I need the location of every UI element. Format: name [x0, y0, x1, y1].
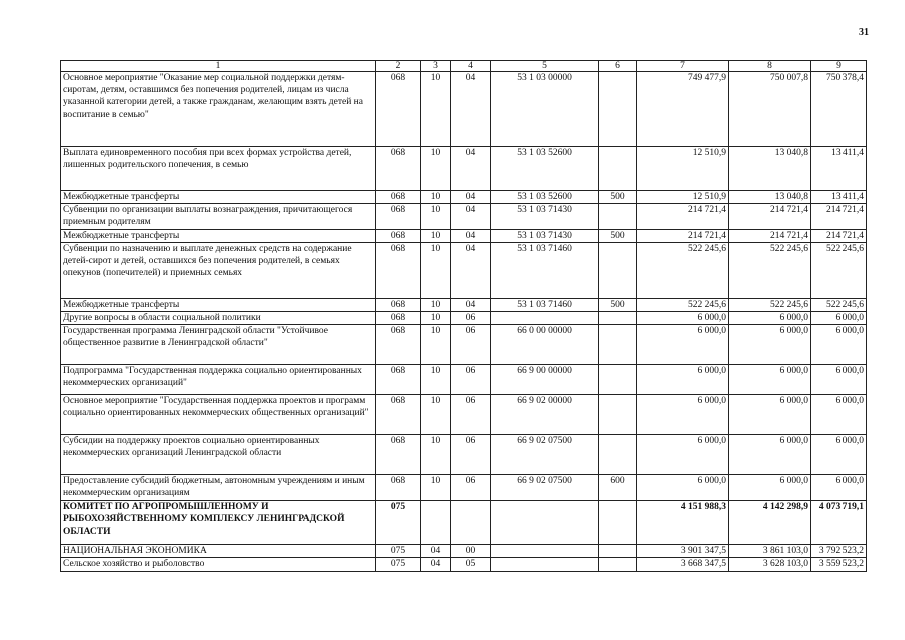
row-name-cell: Межбюджетные трансферты [61, 191, 376, 204]
table-row [61, 395, 867, 435]
table-row [61, 545, 867, 558]
subsection-cell: 05 [451, 558, 491, 571]
amount-year3-cell: 6 000,0 [811, 395, 867, 435]
amount-year2-cell: 522 245,6 [729, 242, 811, 298]
amount-year1-cell: 214 721,4 [637, 204, 729, 229]
row-name-cell: Основное мероприятие "Оказание мер социальной поддержки детям-сиротам, детям, оставшимся без попечения родителей, лицам из числа указанной категории детей, а также гражданам, желающим взять детей на воспитание в семью" [61, 72, 376, 147]
amount-year3-cell: 3 792 523,2 [811, 545, 867, 558]
amount-year3-cell: 522 245,6 [811, 298, 867, 311]
amount-year2-cell: 3 861 103,0 [729, 545, 811, 558]
table-row [61, 72, 867, 147]
section-cell: 10 [421, 365, 451, 395]
subsection-cell: 06 [451, 325, 491, 365]
table-row [61, 298, 867, 311]
expense-type-cell: 600 [599, 475, 637, 501]
admin-code-cell: 068 [376, 191, 421, 204]
amount-year3-cell: 4 073 719,1 [811, 501, 867, 545]
amount-year1-cell: 6 000,0 [637, 312, 729, 325]
row-name-cell: Субвенции по назначению и выплате денежных средств на содержание детей-сирот и детей, оставшихся без попечения родителей, в семьях опекунов (попечителей) и приемных семьях [61, 242, 376, 298]
amount-year1-cell: 6 000,0 [637, 435, 729, 475]
amount-year1-cell: 12 510,9 [637, 191, 729, 204]
amount-year1-cell: 3 901 347,5 [637, 545, 729, 558]
admin-code-cell: 068 [376, 204, 421, 229]
table-row [61, 435, 867, 475]
target-article-cell: 53 1 03 71460 [491, 298, 599, 311]
subsection-cell: 06 [451, 435, 491, 475]
subsection-cell: 06 [451, 312, 491, 325]
row-name-cell: КОМИТЕТ ПО АГРОПРОМЫШЛЕННОМУ И РЫБОХОЗЯЙСТВЕННОМУ КОМПЛЕКСУ ЛЕНИНГРАДСКОЙ ОБЛАСТИ [61, 501, 376, 545]
subsection-cell: 04 [451, 298, 491, 311]
amount-year3-cell: 13 411,4 [811, 191, 867, 204]
amount-year3-cell: 6 000,0 [811, 475, 867, 501]
amount-year2-cell: 6 000,0 [729, 325, 811, 365]
target-article-cell: 66 9 02 00000 [491, 395, 599, 435]
amount-year3-cell: 750 378,4 [811, 72, 867, 147]
target-article-cell: 66 9 02 07500 [491, 435, 599, 475]
row-name-cell: Другие вопросы в области социальной политики [61, 312, 376, 325]
admin-code-cell: 075 [376, 558, 421, 571]
subsection-cell: 04 [451, 204, 491, 229]
table-row [61, 147, 867, 191]
table-row [61, 229, 867, 242]
expense-type-cell: 500 [599, 229, 637, 242]
admin-code-cell: 068 [376, 229, 421, 242]
subsection-cell: 06 [451, 395, 491, 435]
target-article-cell: 53 1 03 71430 [491, 204, 599, 229]
section-cell: 10 [421, 325, 451, 365]
expense-type-cell [599, 545, 637, 558]
target-article-cell: 53 1 03 00000 [491, 72, 599, 147]
admin-code-cell: 068 [376, 72, 421, 147]
section-cell: 10 [421, 298, 451, 311]
amount-year3-cell: 6 000,0 [811, 325, 867, 365]
section-cell: 10 [421, 395, 451, 435]
target-article-cell [491, 545, 599, 558]
table-row [61, 242, 867, 298]
amount-year1-cell: 214 721,4 [637, 229, 729, 242]
amount-year3-cell: 6 000,0 [811, 312, 867, 325]
subsection-cell: 04 [451, 191, 491, 204]
section-cell: 04 [421, 558, 451, 571]
admin-code-cell: 075 [376, 501, 421, 545]
amount-year2-cell: 6 000,0 [729, 475, 811, 501]
amount-year2-cell: 13 040,8 [729, 191, 811, 204]
subsection-cell: 06 [451, 475, 491, 501]
admin-code-cell: 075 [376, 545, 421, 558]
admin-code-cell: 068 [376, 147, 421, 191]
table-row [61, 325, 867, 365]
table-row [61, 558, 867, 571]
admin-code-cell: 068 [376, 312, 421, 325]
amount-year1-cell: 6 000,0 [637, 395, 729, 435]
section-cell: 10 [421, 312, 451, 325]
subsection-cell: 04 [451, 229, 491, 242]
subsection-cell [451, 501, 491, 545]
section-cell: 04 [421, 545, 451, 558]
amount-year1-cell: 6 000,0 [637, 325, 729, 365]
amount-year3-cell: 214 721,4 [811, 204, 867, 229]
amount-year2-cell: 522 245,6 [729, 298, 811, 311]
amount-year3-cell: 3 559 523,2 [811, 558, 867, 571]
row-name-cell: Государственная программа Ленинградской области "Устойчивое общественное развитие в Ленинградской области" [61, 325, 376, 365]
table-row [61, 501, 867, 545]
expense-type-cell [599, 501, 637, 545]
subsection-cell: 04 [451, 242, 491, 298]
target-article-cell: 66 9 02 07500 [491, 475, 599, 501]
target-article-cell [491, 312, 599, 325]
admin-code-cell: 068 [376, 435, 421, 475]
expense-type-cell [599, 72, 637, 147]
table-row [61, 191, 867, 204]
table-row [61, 365, 867, 395]
budget-table [60, 60, 867, 572]
amount-year3-cell: 214 721,4 [811, 229, 867, 242]
column-header: 4 [451, 61, 491, 72]
row-name-cell: Предоставление субсидий бюджетным, автономным учреждениям и иным некоммерческим организациям [61, 475, 376, 501]
expense-type-cell: 500 [599, 298, 637, 311]
column-header: 6 [599, 61, 637, 72]
row-name-cell: Основное мероприятие "Государственная поддержка проектов и программ социально ориентированных некоммерческих общественных организаций" [61, 395, 376, 435]
table-row [61, 312, 867, 325]
table-row [61, 475, 867, 501]
amount-year3-cell: 6 000,0 [811, 365, 867, 395]
section-cell: 10 [421, 229, 451, 242]
expense-type-cell [599, 204, 637, 229]
subsection-cell: 04 [451, 72, 491, 147]
target-article-cell: 66 0 00 00000 [491, 325, 599, 365]
amount-year2-cell: 214 721,4 [729, 204, 811, 229]
admin-code-cell: 068 [376, 475, 421, 501]
target-article-cell: 53 1 03 52600 [491, 191, 599, 204]
expense-type-cell: 500 [599, 191, 637, 204]
amount-year1-cell: 4 151 988,3 [637, 501, 729, 545]
amount-year3-cell: 6 000,0 [811, 435, 867, 475]
expense-type-cell [599, 312, 637, 325]
page-number: 31 [859, 27, 869, 38]
expense-type-cell [599, 435, 637, 475]
amount-year2-cell: 214 721,4 [729, 229, 811, 242]
column-header: 7 [637, 61, 729, 72]
amount-year2-cell: 6 000,0 [729, 395, 811, 435]
amount-year3-cell: 522 245,6 [811, 242, 867, 298]
column-header: 3 [421, 61, 451, 72]
subsection-cell: 06 [451, 365, 491, 395]
table-header-row [61, 61, 867, 72]
admin-code-cell: 068 [376, 325, 421, 365]
admin-code-cell: 068 [376, 395, 421, 435]
amount-year2-cell: 4 142 298,9 [729, 501, 811, 545]
subsection-cell: 00 [451, 545, 491, 558]
column-header: 2 [376, 61, 421, 72]
target-article-cell: 53 1 03 71460 [491, 242, 599, 298]
amount-year2-cell: 6 000,0 [729, 312, 811, 325]
admin-code-cell: 068 [376, 242, 421, 298]
section-cell: 10 [421, 191, 451, 204]
row-name-cell: Выплата единовременного пособия при всех формах устройства детей, лишенных родительского попечения, в семью [61, 147, 376, 191]
table-row [61, 204, 867, 229]
amount-year2-cell: 13 040,8 [729, 147, 811, 191]
section-cell: 10 [421, 242, 451, 298]
column-header: 9 [811, 61, 867, 72]
subsection-cell: 04 [451, 147, 491, 191]
target-article-cell [491, 558, 599, 571]
section-cell [421, 501, 451, 545]
row-name-cell: Подпрограмма "Государственная поддержка социально ориентированных некоммерческих организаций" [61, 365, 376, 395]
section-cell: 10 [421, 204, 451, 229]
expense-type-cell [599, 365, 637, 395]
target-article-cell [491, 501, 599, 545]
amount-year2-cell: 6 000,0 [729, 365, 811, 395]
column-header: 8 [729, 61, 811, 72]
amount-year1-cell: 12 510,9 [637, 147, 729, 191]
amount-year1-cell: 3 668 347,5 [637, 558, 729, 571]
expense-type-cell [599, 558, 637, 571]
amount-year1-cell: 6 000,0 [637, 365, 729, 395]
section-cell: 10 [421, 435, 451, 475]
amount-year2-cell: 6 000,0 [729, 435, 811, 475]
admin-code-cell: 068 [376, 365, 421, 395]
row-name-cell: НАЦИОНАЛЬНАЯ ЭКОНОМИКА [61, 545, 376, 558]
expense-type-cell [599, 325, 637, 365]
amount-year1-cell: 522 245,6 [637, 298, 729, 311]
admin-code-cell: 068 [376, 298, 421, 311]
expense-type-cell [599, 242, 637, 298]
expense-type-cell [599, 147, 637, 191]
target-article-cell: 53 1 03 52600 [491, 147, 599, 191]
row-name-cell: Межбюджетные трансферты [61, 298, 376, 311]
target-article-cell: 53 1 03 71430 [491, 229, 599, 242]
target-article-cell: 66 9 00 00000 [491, 365, 599, 395]
row-name-cell: Сельское хозяйство и рыболовство [61, 558, 376, 571]
expense-type-cell [599, 395, 637, 435]
amount-year2-cell: 750 007,8 [729, 72, 811, 147]
amount-year1-cell: 522 245,6 [637, 242, 729, 298]
amount-year2-cell: 3 628 103,0 [729, 558, 811, 571]
row-name-cell: Субвенции по организации выплаты вознаграждения, причитающегося приемным родителям [61, 204, 376, 229]
column-header: 5 [491, 61, 599, 72]
section-cell: 10 [421, 72, 451, 147]
amount-year1-cell: 749 477,9 [637, 72, 729, 147]
amount-year3-cell: 13 411,4 [811, 147, 867, 191]
section-cell: 10 [421, 475, 451, 501]
amount-year1-cell: 6 000,0 [637, 475, 729, 501]
row-name-cell: Межбюджетные трансферты [61, 229, 376, 242]
section-cell: 10 [421, 147, 451, 191]
column-header: 1 [61, 61, 376, 72]
row-name-cell: Субсидии на поддержку проектов социально ориентированных некоммерческих организаций Ленинградской области [61, 435, 376, 475]
